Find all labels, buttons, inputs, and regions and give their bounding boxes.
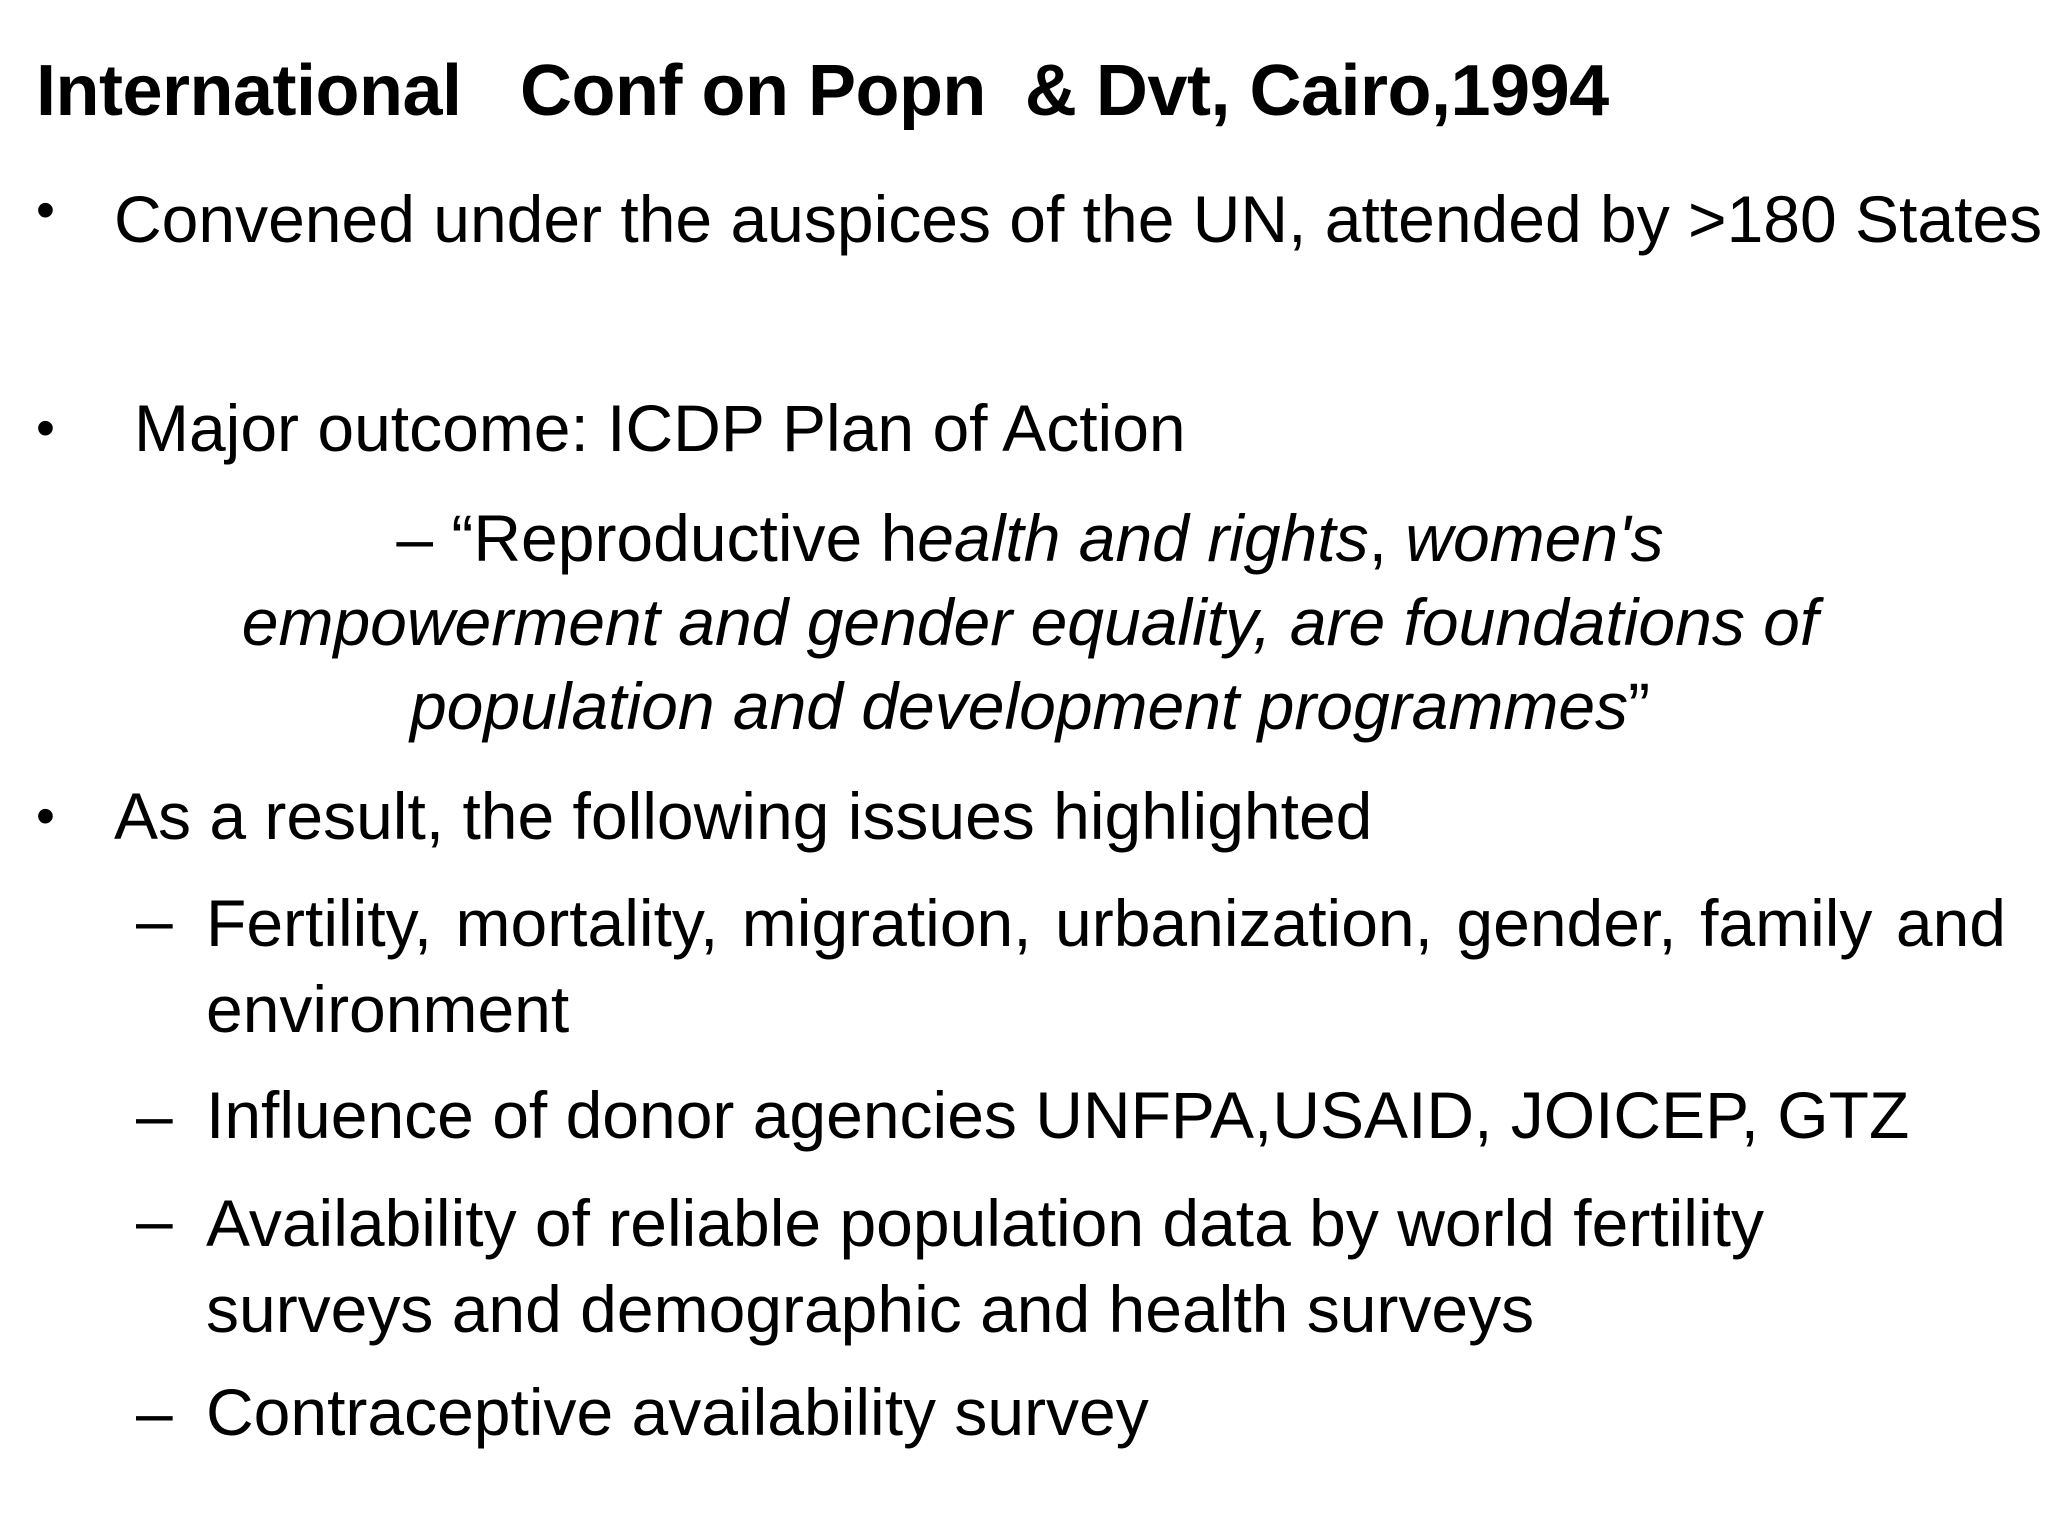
sub-dash: – [136,1078,173,1152]
quote-italic-2: women's empowerment and gender equality, are foundations of population and development programmes [241,501,1819,743]
quote-close: ” [1628,669,1651,743]
slide-title: International Conf on Popn & Dvt, Cairo,1994 [36,51,1609,131]
quote-open: “Reproductive h [451,501,918,575]
sub-item-text: Influence of donor agencies UNFPA,USAID, JOICEP, GTZ [206,1078,1910,1152]
plan-of-action-quote [200,496,1860,748]
quote-italic-1: ealth and rights [917,501,1369,575]
bullet-text: Major outcome: ICDP Plan of Action [134,391,1186,465]
quote-dash: – [396,501,434,575]
bullet-text: Convened under the auspices of the UN, attended by >180 States [114,182,2043,256]
bullet-dot-icon: • [36,398,55,458]
bullet-text: As a result, the following issues highlighted [114,779,1373,853]
sub-item-text: Fertility, mortality, migration, urbanization, gender, family and environment [206,886,2006,1046]
sub-item-text: Availability of reliable population data by world fertility surveys and demographic and health surveys [206,1186,1764,1346]
bullet-dot-icon: • [36,786,55,846]
bullet-dot-icon: • [36,180,55,240]
sub-item-text: Contraceptive availability survey [206,1375,1149,1449]
sub-dash: – [136,1183,173,1257]
quote-comma: , [1368,501,1406,575]
sub-dash: – [136,883,173,957]
sub-dash: – [136,1375,173,1449]
